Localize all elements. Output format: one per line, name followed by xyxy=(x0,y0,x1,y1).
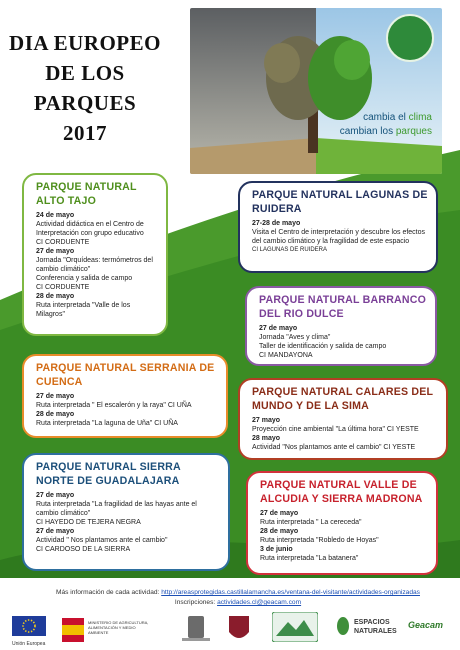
more-info xyxy=(38,588,438,608)
event-date: 28 de mayo xyxy=(36,411,75,418)
event-date: 28 mayo xyxy=(252,435,281,442)
event-date: 27 de mayo xyxy=(260,510,299,517)
castilla-la-mancha-crest-logo xyxy=(226,614,252,644)
event-place: CI HAYEDO DE TEJERA NEGRA xyxy=(36,519,141,526)
event-text: Ruta interpretada "La fragilidad de las hayas ante el cambio climático" xyxy=(36,501,197,517)
mountains-icon xyxy=(272,612,318,642)
event-date: 27 de mayo xyxy=(36,492,75,499)
event-place: CI MANDAYONA xyxy=(259,352,313,359)
event-date: 28 de mayo xyxy=(36,293,75,300)
inscriptions-label: Inscripciones: xyxy=(174,599,216,606)
espacios-naturales-label: ESPACIOS NATURALES xyxy=(354,619,397,635)
mountain-logo xyxy=(272,612,318,642)
spain-shield-icon xyxy=(62,618,84,642)
geacam-logo xyxy=(408,620,452,640)
park-title: PARQUE NATURAL CALARES DEL MUNDO Y DE LA SIMA xyxy=(252,386,433,412)
event-text: Actividad didáctica en el Centro de Interpretación con grupo educativo xyxy=(36,221,144,237)
event-date: 27 mayo xyxy=(252,417,281,424)
event-text: Jornada "Aves y clima" xyxy=(259,334,331,341)
regional-crest-icon xyxy=(178,614,214,644)
event-text: Actividad " Nos plantamos ante el cambio" xyxy=(36,537,168,544)
park-card-serrania-de-cuenca xyxy=(22,354,228,438)
event-date: 27 de mayo xyxy=(36,393,75,400)
event-date: 3 de junio xyxy=(260,546,293,553)
geacam-label: Geacam xyxy=(408,620,444,630)
event-place: CI CARDOSO DE LA SIERRA xyxy=(36,546,131,553)
espacios-naturales-logo xyxy=(334,616,396,642)
event-text: Ruta interpretada "Valle de los Milagros" xyxy=(36,302,131,318)
event-place: CI CORDUENTE xyxy=(36,284,90,291)
leaf-icon xyxy=(334,616,352,636)
park-card-calares-del-mundo xyxy=(238,378,448,460)
european-parks-day-logo xyxy=(386,14,434,62)
hero-tree-image xyxy=(190,8,442,174)
event-date: 27 de mayo xyxy=(36,528,75,535)
activities-link[interactable]: http://areasprotegidas.castillalamancha.es/ventana-del-visitante/actividades-organizadas xyxy=(161,589,420,596)
park-title: PARQUE NATURAL VALLE DE ALCUDIA Y SIERRA MADRONA xyxy=(260,479,423,505)
event-text: Actividad "Nos plantamos ante el cambio" CI YESTE xyxy=(252,444,416,451)
eu-label: Unión Europea xyxy=(12,641,46,647)
park-title: PARQUE NATURAL SIERRA NORTE DE GUADALAJARA xyxy=(36,461,181,487)
email-link[interactable]: actividades.cl@geacam.com xyxy=(217,599,302,606)
more-info-line xyxy=(38,588,438,598)
spanish-government-logo xyxy=(62,618,150,642)
event-date: 27 de mayo xyxy=(36,248,75,255)
eu-logo xyxy=(12,616,46,647)
more-info-label: Más información de cada actividad: xyxy=(56,589,160,596)
title-line: PARQUES xyxy=(33,91,137,115)
title-line: DE LOS xyxy=(45,61,125,85)
event-date: 28 de mayo xyxy=(260,528,299,535)
event-text: Conferencia y salida de campo xyxy=(36,275,133,282)
poster-title xyxy=(0,28,170,148)
crest-icon xyxy=(226,614,252,644)
event-text: Visita el Centro de interpretación y descubre los efectos del cambio climático y la fragilidad de este espacio xyxy=(252,229,426,245)
park-title: PARQUE NATURAL LAGUNAS DE RUIDERA xyxy=(252,189,428,215)
park-title: PARQUE NATURAL SERRANIA DE CUENCA xyxy=(36,362,215,388)
event-text: Jornada "Orquídeas: termómetros del cambio climático" xyxy=(36,257,153,273)
event-text: Ruta interpretada " La cereceda" xyxy=(260,519,362,526)
park-title: PARQUE NATURAL BARRANCO DEL RIO DULCE xyxy=(259,294,427,320)
hero-tagline-2: cambian los parques xyxy=(339,126,432,137)
sponsor-logos xyxy=(0,606,460,650)
event-text: Ruta interpretada "La laguna de Uña" CI UÑA xyxy=(36,420,178,427)
event-text: Ruta interpretada "Robledo de Hoyas" xyxy=(260,537,379,544)
park-card-alto-tajo xyxy=(22,173,168,336)
park-card-lagunas-de-ruidera xyxy=(238,181,438,273)
ministry-label: MINISTERIO DE AGRICULTURA, ALIMENTACIÓN Y MEDIO AMBIENTE xyxy=(88,620,149,635)
castilla-la-mancha-logo xyxy=(178,614,214,644)
event-date: 24 de mayo xyxy=(36,212,75,219)
title-line: DIA EUROPEO xyxy=(9,31,161,55)
park-card-barranco-rio-dulce xyxy=(245,286,437,366)
park-card-valle-de-alcudia xyxy=(246,471,438,575)
event-text: Proyección cine ambiental "La última hora" CI YESTE xyxy=(252,426,419,433)
event-text: Ruta interpretada " El escalerón y la raya" CI UÑA xyxy=(36,402,192,409)
park-title: PARQUE NATURAL ALTO TAJO xyxy=(36,181,137,207)
eu-flag-icon xyxy=(12,616,46,636)
event-date: 27-28 de mayo xyxy=(252,220,301,227)
hero-tagline-1: cambia el clima xyxy=(363,112,432,123)
event-place: CI CORDUENTE xyxy=(36,239,90,246)
title-year: 2017 xyxy=(63,121,107,145)
event-text: Ruta interpretada "La batanera" xyxy=(260,555,359,562)
event-date: 27 de mayo xyxy=(259,325,298,332)
event-place: CI LAGUNAS DE RUIDERA xyxy=(252,247,328,253)
park-card-sierra-norte-guadalajara xyxy=(22,453,230,571)
event-text: Taller de identificación y salida de campo xyxy=(259,343,387,350)
